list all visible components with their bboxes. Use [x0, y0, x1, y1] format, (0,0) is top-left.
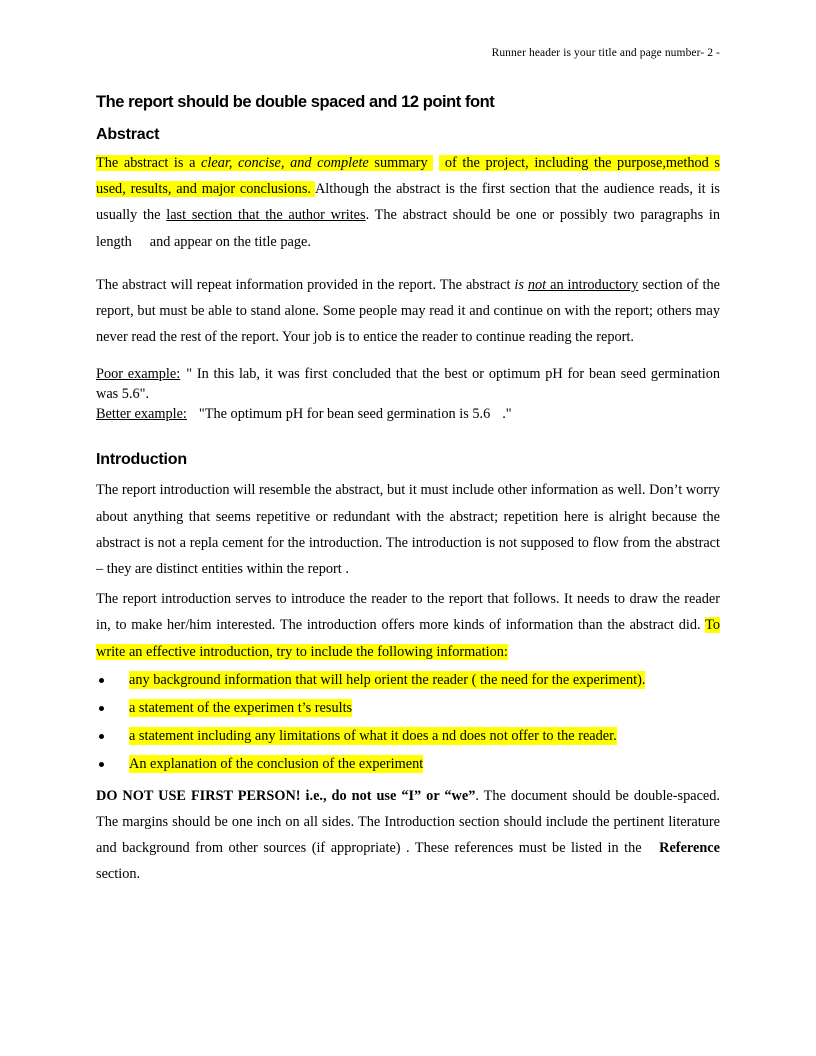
heading-introduction: Introduction	[96, 451, 187, 469]
poor-example-paragraph	[96, 364, 720, 404]
abstract-highlight-run-2: of the project, including the purpose,	[439, 155, 666, 171]
better-example-text-end: ."	[502, 406, 512, 423]
abstract-p2-italic: is	[514, 276, 528, 293]
heading-abstract: Abstract	[96, 126, 160, 143]
better-example-text: "The optimum pH for bean seed germination is 5.6	[198, 406, 491, 423]
abstract-highlight-run-1: The abstract is a clear, concise, and complete summary	[96, 155, 434, 171]
abstract-highlight-run-3: method	[665, 155, 709, 171]
final-bold-warning: DO NOT USE FIRST PERSON! i.e., do not use “I” or “we”	[96, 787, 476, 804]
abstract-highlight-run-4: s used, results, and major conclusions.	[96, 155, 720, 198]
list-item-label: a statement including any limitations of what it does a nd does not offer to the reader.	[129, 727, 617, 744]
list-item	[96, 755, 720, 774]
abstract-p2-run-2: section of the report, but must be able to stand alone. Some people may read it and continue on with the report; others may never read the rest of the report. Your job is to entice the reader to continue reading the report.	[96, 276, 720, 346]
running-header: Runner header is your title and page number- 2 -	[491, 47, 720, 59]
introduction-bullet-list	[96, 671, 720, 774]
bullet-dot-icon	[99, 762, 104, 767]
poor-example-text: " In this lab, it was first concluded that the best or optimum pH for bean seed germination was 5.6".	[96, 366, 721, 403]
poor-example-label: Poor example:	[96, 366, 181, 383]
list-item	[96, 699, 720, 718]
better-example-label: Better example:	[96, 406, 187, 423]
abstract-p2-italic-underline: not	[527, 276, 547, 293]
abstract-p2-run-1: The abstract will repeat information provided in the report. The abstract	[96, 276, 515, 293]
document-body	[96, 90, 720, 888]
final-plain-run-2: section.	[96, 866, 141, 883]
list-item	[96, 671, 720, 690]
final-bold-reference: Reference	[659, 840, 720, 857]
abstract-p2-underline: an introductory	[546, 276, 639, 293]
list-item-label: a statement of the experimen t’s results	[129, 699, 353, 716]
introduction-final-paragraph	[96, 783, 720, 888]
list-item	[96, 727, 720, 746]
list-item-label: any background information that will help orient the reader ( the need for the experiment).	[129, 671, 646, 688]
introduction-paragraph-2	[96, 586, 720, 665]
abstract-plain-run-1: Although the abstract is the first section that the audience reads, it is usually the	[96, 181, 720, 224]
abstract-underline-run-1: last section that the author writes	[166, 207, 366, 224]
introduction-p2-highlight: To write an effective introduction, try to include the following information:	[96, 617, 720, 660]
abstract-plain-run-3: and appear on the title page.	[149, 233, 311, 250]
list-item-label: An explanation of the conclusion of the experiment	[129, 755, 424, 772]
page-title: The report should be double spaced and 12 point font	[96, 93, 495, 111]
bullet-dot-icon	[99, 734, 104, 739]
final-plain-run-1: . The document should be double-spaced. The margins should be one inch on all sides. The Introduction section should include the pertinent literature and background from other sources (if appropriate) . These references must be listed in the	[96, 787, 721, 857]
abstract-paragraph-1	[96, 150, 720, 255]
abstract-plain-run-2: . The abstract should be one or possibly two paragraphs in length	[96, 207, 720, 250]
bullet-dot-icon	[99, 706, 104, 711]
introduction-paragraph-1: The report introduction will resemble the abstract, but it must include other information as well. Don’t worry about anything that seems repetitive or redundant with the abstract; repetition here is alright because the abstract is not a repla cement for the introduction. The introduction is not supposed to flow from the abstract – they are distinct entities within the report .	[96, 482, 720, 578]
abstract-paragraph-2	[96, 272, 720, 351]
bullet-dot-icon	[99, 678, 104, 683]
better-example-paragraph	[96, 404, 720, 424]
introduction-p2-plain: The report introduction serves to introduce the reader to the report that follows. It needs to draw the reader in, to make her/him interested. The introduction offers more kinds of information than the abstract did.	[96, 591, 720, 634]
